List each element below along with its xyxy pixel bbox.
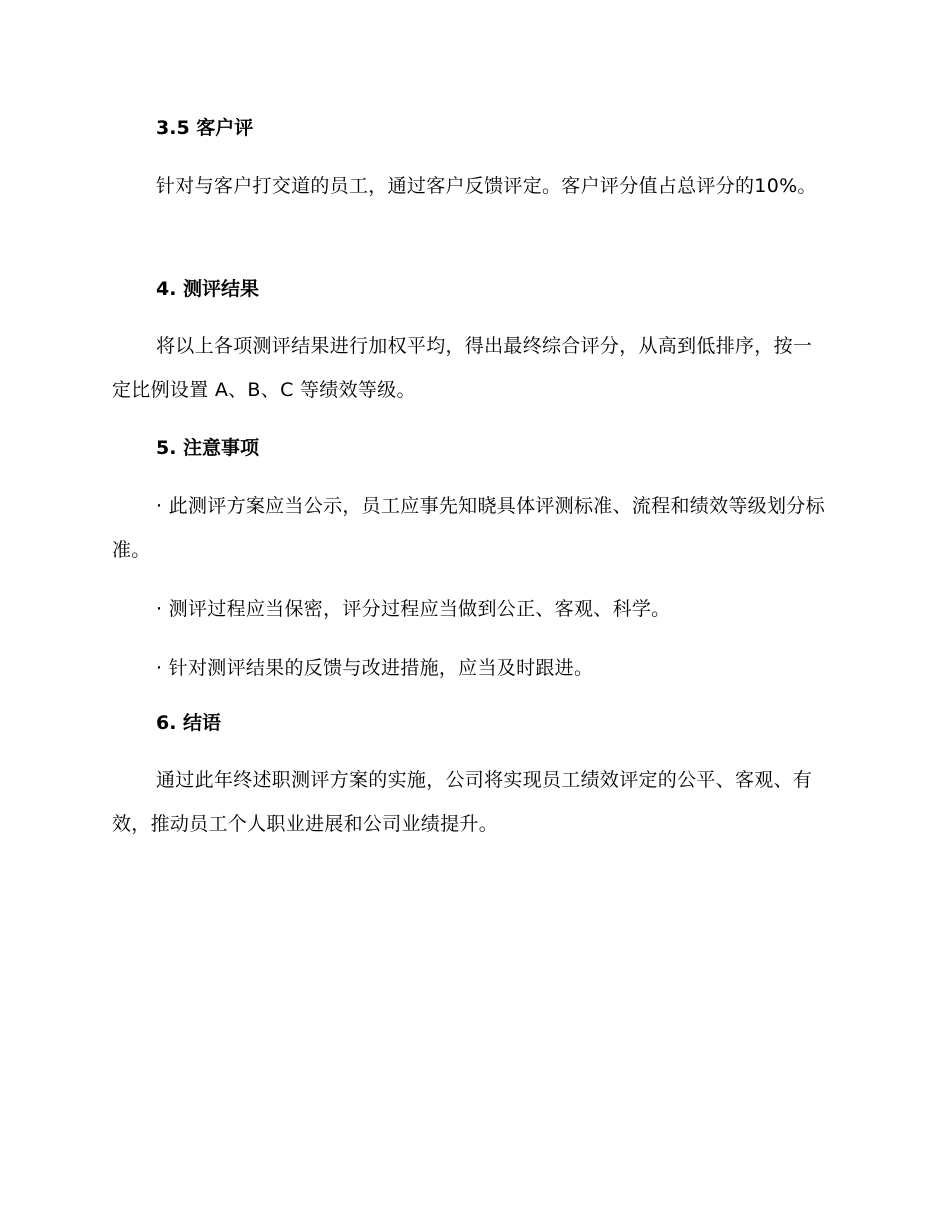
section-heading-3-5: 3.5 客户评 [156, 117, 254, 139]
list-item: · 针对测评结果的反馈与改进措施，应当及时跟进。 [156, 657, 594, 679]
section-body-6 [112, 758, 830, 846]
section-heading-4: 4. 测评结果 [156, 278, 260, 300]
paragraph: 针对与客户打交道的员工，通过客户反馈评定。客户评分值占总评分的10%。 [156, 175, 817, 197]
list-item: · 测评过程应当保密，评分过程应当做到公正、客观、科学。 [156, 598, 671, 620]
section-body-5 [112, 484, 830, 690]
section-heading-5: 5. 注意事项 [156, 437, 260, 459]
section-body-3-5 [112, 164, 830, 208]
list-item: · 此测评方案应当公示，员工应事先知晓具体评测标准、流程和绩效等级划分标准。 [112, 495, 825, 561]
section-body-4 [112, 324, 830, 412]
section-heading-6: 6. 结语 [156, 712, 222, 734]
paragraph: 将以上各项测评结果进行加权平均，得出最终综合评分，从高到低排序，按一定比例设置 A、B、C 等绩效等级。 [112, 335, 813, 401]
paragraph: 通过此年终述职测评方案的实施，公司将实现员工绩效评定的公平、客观、有效，推动员工个人职业进展和公司业绩提升。 [112, 769, 813, 835]
